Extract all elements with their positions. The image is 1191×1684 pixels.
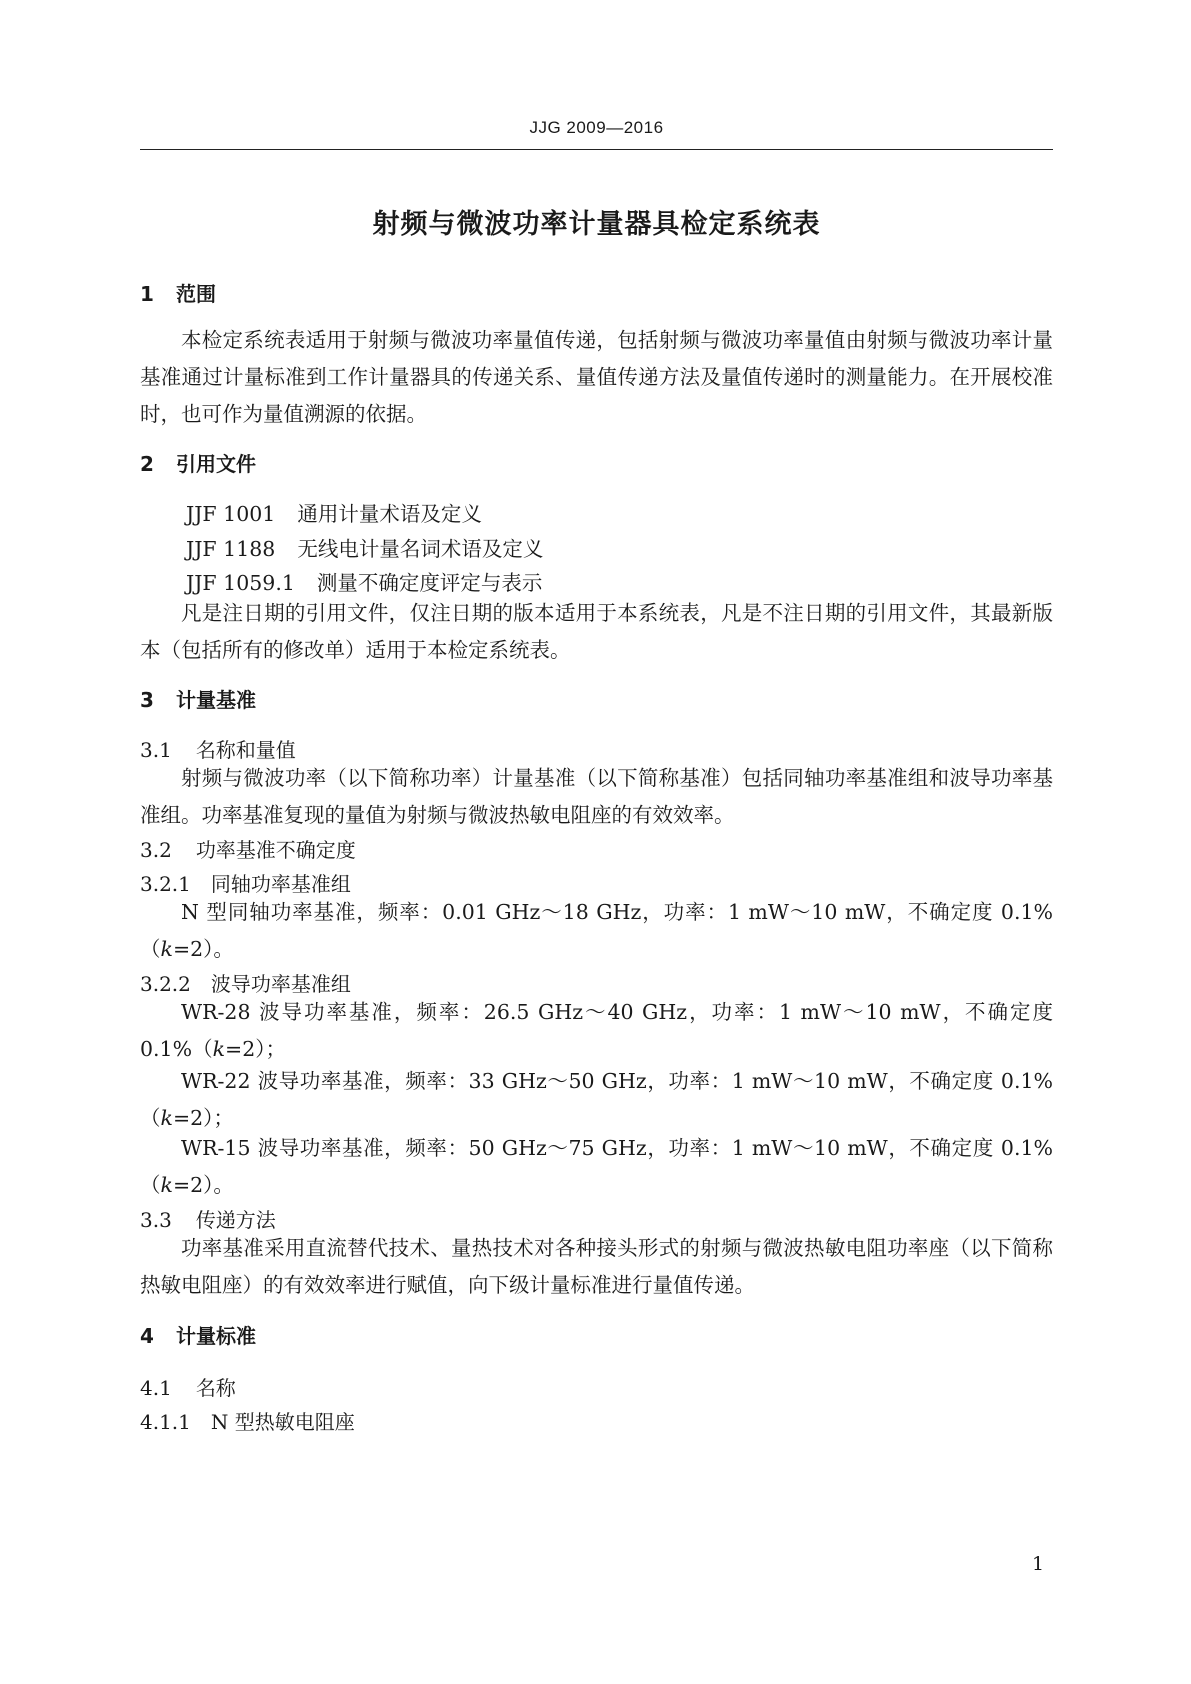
section-title: 计量标准 xyxy=(176,1324,256,1348)
coverage-factor-symbol: k xyxy=(212,1037,226,1061)
paragraph-text: WR-28 波导功率基准，频率：26.5 GHz～40 GHz，功率：1 mW～10 mW，不确定度 0.1%（ xyxy=(140,1000,1053,1061)
subsection-3-1-paragraph: 射频与微波功率（以下简称功率）计量基准（以下简称基准）包括同轴功率基准组和波导功率基准组。功率基准复现的量值为射频与微波热敏电阻座的有效效率。 xyxy=(140,766,1053,827)
paragraph-text: WR-15 波导功率基准，频率：50 GHz～75 GHz，功率：1 mW～10 mW，不确定度 0.1%（ xyxy=(140,1136,1053,1197)
reference-item xyxy=(186,497,482,527)
paragraph-text: WR-22 波导功率基准，频率：33 GHz～50 GHz，功率：1 mW～10 mW，不确定度 0.1%（ xyxy=(140,1069,1053,1130)
section-number: 1 xyxy=(140,282,154,306)
subsection-3-3-paragraph: 功率基准采用直流替代技术、量热技术对各种接头形式的射频与微波热敏电阻功率座（以下简称热敏电阻座）的有效效率进行赋值，向下级计量标准进行量值传递。 xyxy=(140,1236,1053,1297)
paragraph-text: =2）； xyxy=(225,1037,287,1061)
paragraph-text: =2）。 xyxy=(172,937,234,961)
section-2-paragraph: 凡是注日期的引用文件，仅注日期的版本适用于本系统表，凡是不注日期的引用文件，其最新版本（包括所有的修改单）适用于本检定系统表。 xyxy=(140,601,1053,662)
waveguide-standard-paragraph xyxy=(140,1130,1053,1204)
subsection-number: 4.1 xyxy=(140,1376,172,1400)
coaxial-standard-paragraph xyxy=(140,894,1053,968)
section-number: 4 xyxy=(140,1324,154,1348)
subsection-number: 3.1 xyxy=(140,738,172,762)
subsection-number: 3.2 xyxy=(140,838,172,862)
section-2-heading xyxy=(140,448,256,477)
paragraph-text: N 型同轴功率基准，频率：0.01 GHz～18 GHz，功率：1 mW～10 mW，不确定度 0.1%（ xyxy=(140,900,1053,961)
subsection-number: 3.2.2 xyxy=(140,972,191,996)
subsection-4-1-1-heading xyxy=(140,1406,355,1435)
reference-item xyxy=(186,566,542,596)
section-number: 2 xyxy=(140,452,154,476)
waveguide-standard-paragraph xyxy=(140,1063,1053,1137)
section-title: 范围 xyxy=(176,282,216,306)
subsection-3-3-heading xyxy=(140,1204,276,1233)
subsection-title: 名称和量值 xyxy=(195,738,296,762)
subsection-3-2-2-heading xyxy=(140,968,351,997)
reference-code: JJF 1059.1 xyxy=(186,571,295,595)
subsection-title: 功率基准不确定度 xyxy=(195,838,356,862)
paragraph-text: =2）； xyxy=(172,1106,234,1130)
reference-name: 通用计量术语及定义 xyxy=(297,502,482,526)
reference-code: JJF 1001 xyxy=(186,502,276,526)
subsection-4-1-heading xyxy=(140,1372,236,1401)
subsection-3-2-1-heading xyxy=(140,868,351,897)
subsection-number: 4.1.1 xyxy=(140,1410,191,1434)
subsection-title: N 型热敏电阻座 xyxy=(210,1410,355,1434)
coverage-factor-symbol: k xyxy=(160,1173,173,1197)
document-title: 射频与微波功率计量器具检定系统表 xyxy=(372,209,821,240)
section-4-heading xyxy=(140,1320,256,1349)
reference-code: JJF 1188 xyxy=(186,537,276,561)
section-number: 3 xyxy=(140,688,154,712)
subsection-number: 3.3 xyxy=(140,1208,172,1232)
page-number: 1 xyxy=(1032,1553,1045,1575)
subsection-title: 传递方法 xyxy=(195,1208,276,1232)
coverage-factor-symbol: k xyxy=(160,937,173,961)
section-1-heading xyxy=(140,278,216,307)
subsection-3-1-heading xyxy=(140,734,296,763)
document-header-code: JJG 2009—2016 xyxy=(529,118,664,137)
section-title: 引用文件 xyxy=(176,452,256,476)
subsection-3-2-heading xyxy=(140,834,356,863)
paragraph-text: =2）。 xyxy=(172,1173,234,1197)
subsection-title: 名称 xyxy=(195,1376,236,1400)
reference-item xyxy=(186,532,543,562)
section-1-paragraph: 本检定系统表适用于射频与微波功率量值传递，包括射频与微波功率量值由射频与微波功率计量基准通过计量标准到工作计量器具的传递关系、量值传递方法及量值传递时的测量能力。在开展校准时，也可作为量值溯源的依据。 xyxy=(140,328,1053,426)
coverage-factor-symbol: k xyxy=(160,1106,173,1130)
subsection-title: 波导功率基准组 xyxy=(210,972,351,996)
subsection-title: 同轴功率基准组 xyxy=(210,872,351,896)
reference-name: 无线电计量名词术语及定义 xyxy=(297,537,544,561)
section-title: 计量基准 xyxy=(176,688,256,712)
section-3-heading xyxy=(140,684,256,713)
subsection-number: 3.2.1 xyxy=(140,872,191,896)
header-rule xyxy=(140,149,1053,150)
reference-name: 测量不确定度评定与表示 xyxy=(316,571,543,595)
waveguide-standard-paragraph xyxy=(140,994,1053,1068)
